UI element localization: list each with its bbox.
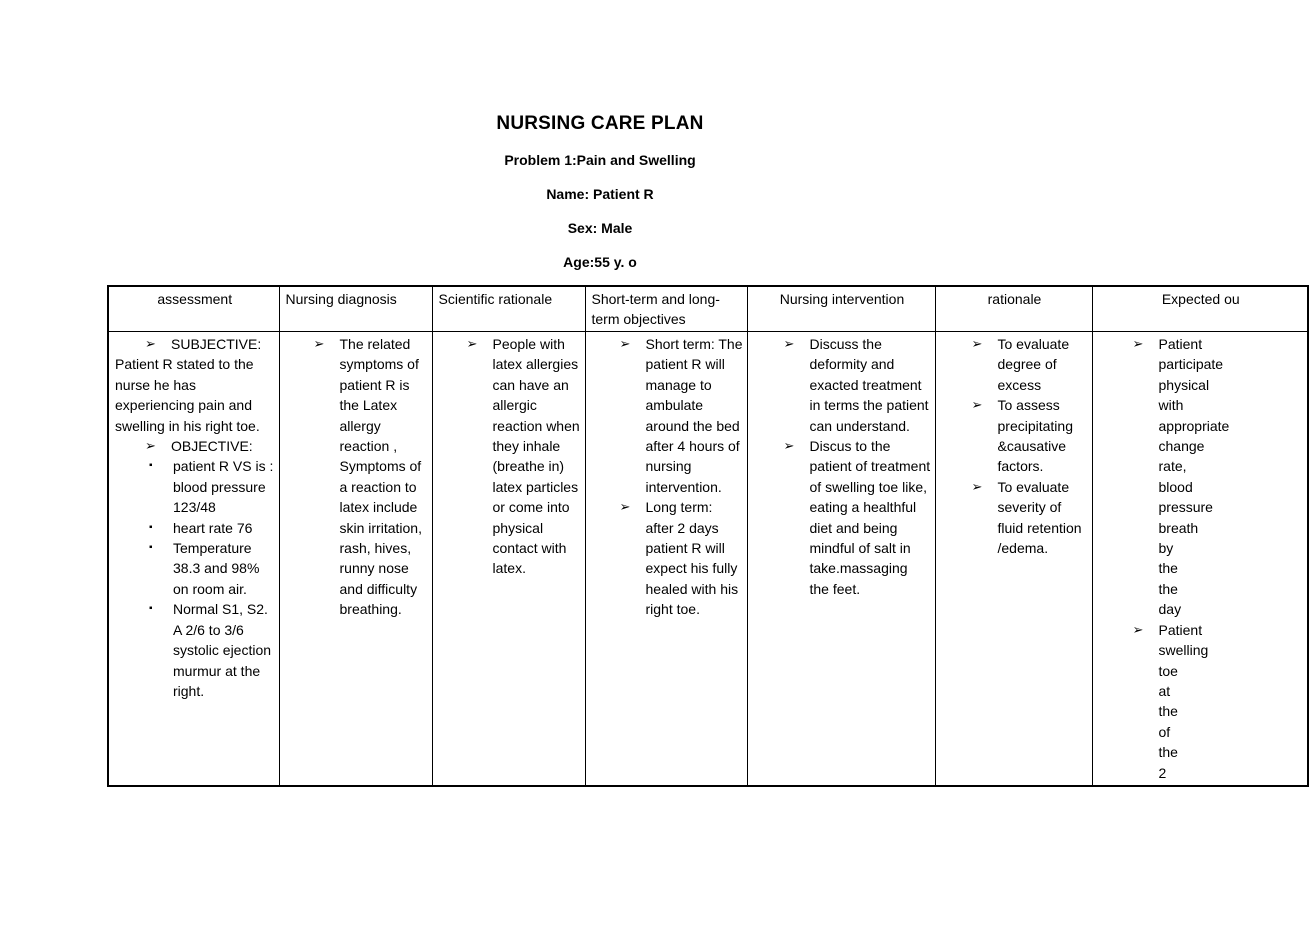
arrow-bullet-icon: ➢ [971,336,983,351]
list-item: ▪ Normal S1, S2. A 2/6 to 3/6 systolic ejection murmur at the right. [149,601,272,699]
arrow-bullet-icon: ➢ [783,438,795,454]
col-header-nursing-diagnosis: Nursing diagnosis [279,286,432,332]
col-header-scientific-rationale: Scientific rationale [432,286,585,332]
arrow-bullet-icon: ➢ [313,336,325,351]
problem-line: Problem 1:Pain and Swelling [504,152,696,168]
arrow-bullet-icon: ➢ [1132,621,1144,637]
square-bullet-icon: ▪ [149,521,153,533]
square-bullet-icon: ▪ [149,460,153,472]
list-item: ➢ Long term: after 2 days patient R will expect his fully healed with his right toe. [619,499,739,618]
col-header-nursing-intervention: Nursing intervention [747,286,935,332]
list-item [115,334,275,354]
list-item [115,436,275,456]
list-item: ➢ The related symptoms of patient R is the Latex allergy reaction , Symptoms of a reaction to latex include skin irritation, rash, hives, runny nose and difficulty breathing. [313,336,422,618]
patient-sex: Sex: Male [567,220,633,236]
table-row [108,332,1308,786]
list-item: ➢ Short term: The patient R will manage to ambulate around the bed after 4 hours of nursing intervention. [619,336,743,495]
list-item: ➢ Patient participate physical with appropriate change rate, blood pressure breath by the the day [1132,336,1230,618]
cell-expected-outcome [1092,332,1308,786]
arrow-bullet-icon: ➢ [619,499,631,515]
cell-scientific-rationale [432,332,585,786]
cell-nursing-intervention [747,332,935,786]
list-item: ➢ Patient swelling toe at the of the 2 [1132,621,1209,781]
care-plan-table [107,285,1309,787]
arrow-bullet-icon: ➢ [971,478,983,494]
objective-heading: OBJECTIVE: [171,438,253,455]
patient-name: Name: Patient R [546,186,654,202]
arrow-bullet-icon: ➢ [145,336,156,351]
col-header-objectives: Short-term and long-term objectives [585,286,747,332]
subjective-heading: SUBJECTIVE: [171,336,262,352]
list-item: ▪ patient R VS is : blood pressure 123/48 [149,458,274,516]
arrow-bullet-icon: ➢ [466,336,478,351]
square-bullet-icon: ▪ [149,542,153,554]
arrow-bullet-icon: ➢ [619,336,631,351]
arrow-bullet-icon: ➢ [783,336,795,351]
document-title: NURSING CARE PLAN [496,113,704,134]
cell-rationale [935,332,1092,786]
list-item: ➢ To evaluate degree of excess [971,336,1070,393]
patient-age: Age:55 y. o [563,254,637,270]
care-plan-table-container [107,285,1240,781]
arrow-bullet-icon: ➢ [145,438,156,454]
table-header-row [108,286,1308,332]
cell-assessment [108,332,279,786]
list-item: ➢ People with latex allergies can have an allergic reaction when they inhale (breathe in) latex particles or come into physical contact with latex. [466,336,580,577]
square-bullet-icon: ▪ [149,603,153,615]
list-item: ➢ To assess precipitating &causative factors. [971,397,1073,475]
arrow-bullet-icon: ➢ [971,397,983,413]
col-header-rationale: rationale [935,286,1092,332]
list-item: ▪ heart rate 76 [115,518,275,538]
arrow-bullet-icon: ➢ [1132,336,1144,351]
list-item: ▪ Temperature 38.3 and 98% on room air. [149,540,260,597]
list-item: ➢ Discus to the patient of treatment of swelling toe like, eating a healthful diet and being mindful of salt in take.massaging the feet. [783,438,931,597]
subjective-text: Patient R stated to the nurse he has experiencing pain and swelling in his right toe. [115,356,260,434]
cell-nursing-diagnosis [279,332,432,786]
list-item: ➢ To evaluate severity of fluid retention /edema. [971,478,1082,557]
cell-objectives [585,332,747,786]
list-item: ➢ Discuss the deformity and exacted treatment in terms the patient can understand. [783,336,929,434]
col-header-expected-outcome: Expected ou [1092,286,1308,332]
col-header-assessment: assessment [108,286,279,332]
